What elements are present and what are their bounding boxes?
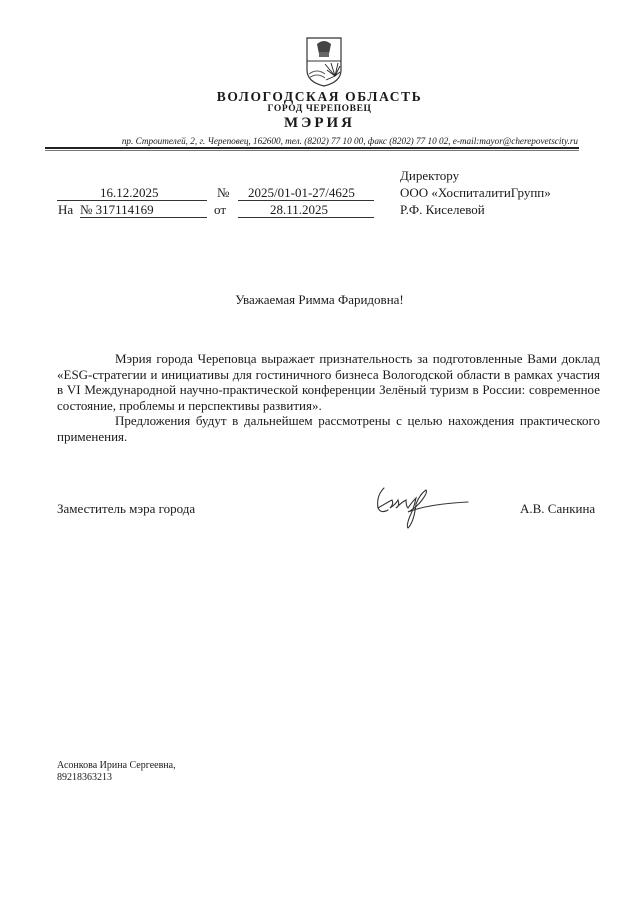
office-title: МЭРИЯ <box>284 115 355 131</box>
outgoing-date: 16.12.2025 <box>100 185 159 200</box>
address-line: пр. Строителей, 2, г. Череповец, 162600, тел. (8202) 77 10 00, факс (8202) 77 10 02, e-mail:mayor@cherepovetscity.ru <box>121 136 578 146</box>
reply-date: 28.11.2025 <box>270 202 329 217</box>
reply-prefix: На <box>58 202 74 217</box>
addressee-position: Директору <box>400 168 460 183</box>
number-underline <box>238 200 374 201</box>
executor-phone: 89218363213 <box>57 772 112 783</box>
addressee-name: Р.Ф. Киселевой <box>400 202 485 217</box>
salutation: Уважаемая Римма Фаридовна! <box>235 292 404 307</box>
coat-of-arms-icon <box>305 36 343 88</box>
date-underline <box>57 200 207 201</box>
signatory-position: Заместитель мэра города <box>57 501 196 516</box>
reply-number-underline <box>80 217 207 218</box>
signatory-name: А.В. Санкина <box>520 501 596 516</box>
reply-number: № 317114169 <box>80 202 154 217</box>
outgoing-number: 2025/01-01-27/4625 <box>248 185 355 200</box>
letterhead-divider <box>45 147 579 149</box>
city-title: ГОРОД ЧЕРЕПОВЕЦ <box>267 104 372 114</box>
reply-date-underline <box>238 217 374 218</box>
letterhead-divider-thin <box>45 150 579 151</box>
region-title: ВОЛОГОДСКАЯ ОБЛАСТЬ <box>216 89 423 104</box>
body-paragraph-1: Мэрия города Череповца выражает признательность за подготовленные Вами доклад «ESG-стратегии и инициативы для гостиничного бизнеса Вологодской области в рамках участия в VI Международной научно-практической конференции Зелёный туризм в России: современное состояние, проблемы и перспективы развития». <box>57 351 600 413</box>
addressee-organization: ООО «ХоспиталитиГрупп» <box>400 185 551 200</box>
reply-from-label: от <box>214 202 227 217</box>
body-paragraph-2: Предложения будут в дальнейшем рассмотрены с целью нахождения практического применения. <box>57 413 600 444</box>
number-sign: № <box>217 185 230 200</box>
executor-name: Асонкова Ирина Сергеевна, <box>57 760 176 771</box>
handwritten-signature <box>370 476 490 531</box>
